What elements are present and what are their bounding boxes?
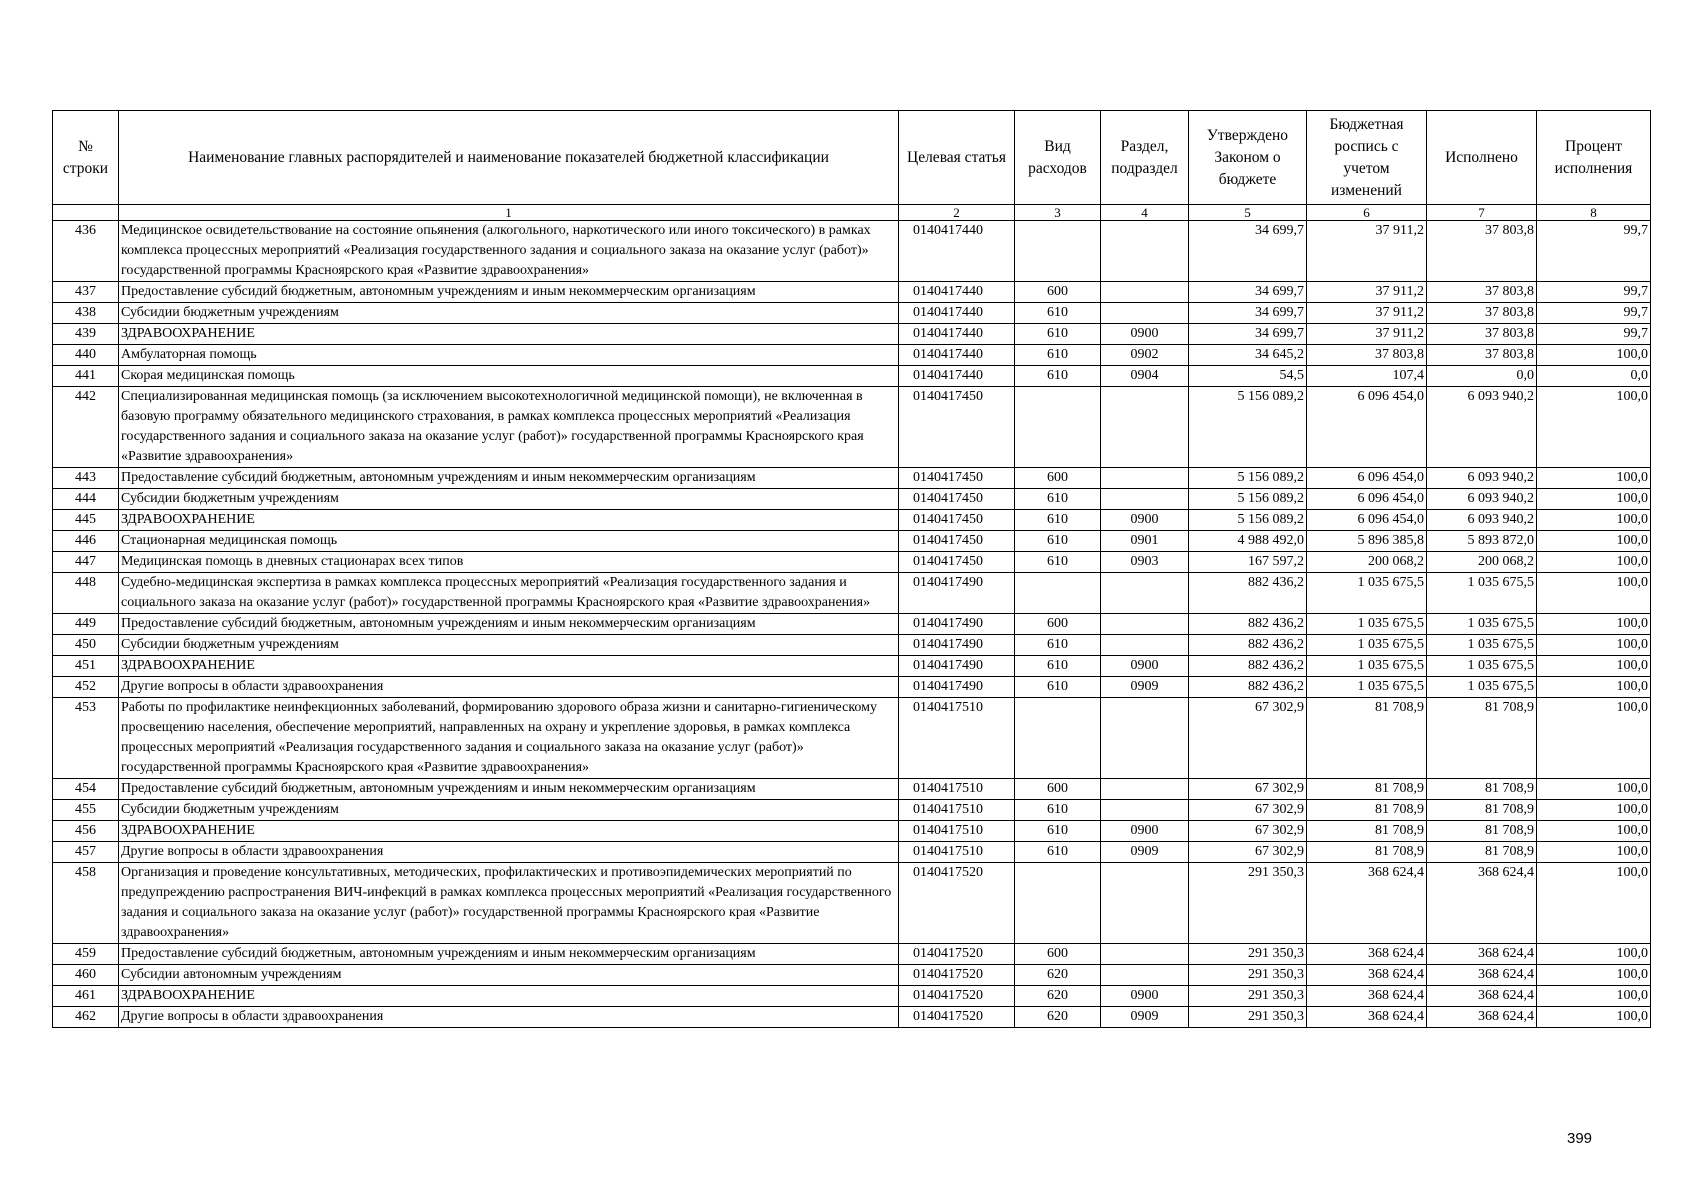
percent-cell: 100,0 [1537,552,1651,573]
row-number-cell: 445 [53,510,119,531]
expense-type-cell: 620 [1015,965,1101,986]
percent-cell: 100,0 [1537,573,1651,614]
percent-cell: 100,0 [1537,863,1651,944]
expense-type-cell [1015,863,1101,944]
executed-amount-cell: 368 624,4 [1427,863,1537,944]
approved-amount-cell: 882 436,2 [1189,614,1307,635]
approved-amount-cell: 291 350,3 [1189,944,1307,965]
percent-cell: 100,0 [1537,635,1651,656]
table-row [53,552,1651,573]
approved-amount-cell: 882 436,2 [1189,656,1307,677]
table-row [53,944,1651,965]
budget-execution-table [52,110,1651,1028]
executed-amount-cell: 37 803,8 [1427,324,1537,345]
column-number: 6 [1307,205,1427,221]
table-row [53,779,1651,800]
target-article-cell: 0140417490 [899,656,1015,677]
executed-amount-cell: 81 708,9 [1427,779,1537,800]
expense-type-cell: 610 [1015,489,1101,510]
budget-schedule-cell: 6 096 454,0 [1307,510,1427,531]
expense-type-cell: 610 [1015,531,1101,552]
table-row [53,863,1651,944]
section-cell: 0903 [1101,552,1189,573]
approved-amount-cell: 67 302,9 [1189,842,1307,863]
target-article-cell: 0140417440 [899,221,1015,282]
row-number-cell: 454 [53,779,119,800]
row-number-cell: 461 [53,986,119,1007]
section-cell: 0909 [1101,1007,1189,1028]
header-expense-type: Вид расходов [1015,111,1101,205]
budget-schedule-cell: 368 624,4 [1307,965,1427,986]
percent-cell: 100,0 [1537,698,1651,779]
approved-amount-cell: 34 645,2 [1189,345,1307,366]
budget-schedule-cell: 368 624,4 [1307,1007,1427,1028]
table-row [53,842,1651,863]
budget-schedule-cell: 37 911,2 [1307,282,1427,303]
approved-amount-cell: 34 699,7 [1189,303,1307,324]
budget-schedule-cell: 6 096 454,0 [1307,387,1427,468]
target-article-cell: 0140417440 [899,345,1015,366]
target-article-cell: 0140417450 [899,552,1015,573]
table-row [53,573,1651,614]
row-name-cell: Судебно-медицинская экспертиза в рамках комплекса процессных мероприятий «Реализация государственного задания и социального заказа на оказание услуг (работ)» государственной программы Красноярского края «Развитие здравоохранения» [119,573,899,614]
percent-cell: 100,0 [1537,944,1651,965]
executed-amount-cell: 200 068,2 [1427,552,1537,573]
row-number-cell: 460 [53,965,119,986]
executed-amount-cell: 0,0 [1427,366,1537,387]
section-cell [1101,944,1189,965]
row-name-cell: Предоставление субсидий бюджетным, автономным учреждениям и иным некоммерческим организациям [119,779,899,800]
section-cell: 0900 [1101,510,1189,531]
row-number-cell: 447 [53,552,119,573]
row-name-cell: Предоставление субсидий бюджетным, автономным учреждениям и иным некоммерческим организациям [119,468,899,489]
section-cell [1101,698,1189,779]
approved-amount-cell: 167 597,2 [1189,552,1307,573]
row-name-cell: Другие вопросы в области здравоохранения [119,1007,899,1028]
table-row [53,531,1651,552]
column-number: 5 [1189,205,1307,221]
expense-type-cell: 610 [1015,510,1101,531]
approved-amount-cell: 882 436,2 [1189,677,1307,698]
header-budget-schedule: Бюджетная роспись с учетом изменений [1307,111,1427,205]
executed-amount-cell: 368 624,4 [1427,944,1537,965]
expense-type-cell: 610 [1015,303,1101,324]
budget-schedule-cell: 368 624,4 [1307,944,1427,965]
percent-cell: 99,7 [1537,324,1651,345]
column-number-row [53,205,1651,221]
executed-amount-cell: 368 624,4 [1427,1007,1537,1028]
executed-amount-cell: 5 893 872,0 [1427,531,1537,552]
column-number: 8 [1537,205,1651,221]
executed-amount-cell: 1 035 675,5 [1427,573,1537,614]
section-cell: 0904 [1101,366,1189,387]
budget-schedule-cell: 37 803,8 [1307,345,1427,366]
expense-type-cell: 610 [1015,324,1101,345]
percent-cell: 99,7 [1537,221,1651,282]
table-row [53,221,1651,282]
percent-cell: 100,0 [1537,387,1651,468]
row-number-cell: 455 [53,800,119,821]
table-row [53,656,1651,677]
budget-schedule-cell: 37 911,2 [1307,303,1427,324]
budget-schedule-cell: 81 708,9 [1307,842,1427,863]
expense-type-cell: 610 [1015,366,1101,387]
row-name-cell: Субсидии бюджетным учреждениям [119,800,899,821]
approved-amount-cell: 67 302,9 [1189,821,1307,842]
table-row [53,677,1651,698]
row-name-cell: Специализированная медицинская помощь (за исключением высокотехнологичной медицинской помощи), не включенная в базовую программу обязательного медицинского страхования, в рамках комплекса процессных мероприятий «Реализация государственного задания и социального заказа на оказание услуг (работ)» государственной программы Красноярского края «Развитие здравоохранения» [119,387,899,468]
expense-type-cell: 620 [1015,986,1101,1007]
target-article-cell: 0140417510 [899,842,1015,863]
section-cell [1101,635,1189,656]
section-cell: 0902 [1101,345,1189,366]
section-cell: 0909 [1101,677,1189,698]
approved-amount-cell: 5 156 089,2 [1189,387,1307,468]
percent-cell: 100,0 [1537,468,1651,489]
percent-cell: 99,7 [1537,303,1651,324]
table-row [53,821,1651,842]
expense-type-cell: 600 [1015,779,1101,800]
budget-schedule-cell: 1 035 675,5 [1307,614,1427,635]
section-cell: 0900 [1101,986,1189,1007]
expense-type-cell: 610 [1015,552,1101,573]
row-number-cell: 437 [53,282,119,303]
row-name-cell: Предоставление субсидий бюджетным, автономным учреждениям и иным некоммерческим организациям [119,614,899,635]
header-target-article: Целевая статья [899,111,1015,205]
budget-schedule-cell: 368 624,4 [1307,986,1427,1007]
row-number-cell: 453 [53,698,119,779]
table-row [53,324,1651,345]
executed-amount-cell: 37 803,8 [1427,221,1537,282]
row-number-cell: 457 [53,842,119,863]
expense-type-cell [1015,221,1101,282]
header-row-number: № строки [53,111,119,205]
budget-schedule-cell: 1 035 675,5 [1307,656,1427,677]
percent-cell: 100,0 [1537,779,1651,800]
section-cell [1101,303,1189,324]
approved-amount-cell: 67 302,9 [1189,698,1307,779]
approved-amount-cell: 34 699,7 [1189,221,1307,282]
row-number-cell: 444 [53,489,119,510]
budget-schedule-cell: 81 708,9 [1307,800,1427,821]
approved-amount-cell: 5 156 089,2 [1189,468,1307,489]
table-row [53,366,1651,387]
table-row [53,965,1651,986]
executed-amount-cell: 1 035 675,5 [1427,614,1537,635]
row-name-cell: ЗДРАВООХРАНЕНИЕ [119,986,899,1007]
executed-amount-cell: 6 093 940,2 [1427,489,1537,510]
executed-amount-cell: 37 803,8 [1427,345,1537,366]
expense-type-cell [1015,573,1101,614]
target-article-cell: 0140417520 [899,965,1015,986]
row-name-cell: Предоставление субсидий бюджетным, автономным учреждениям и иным некоммерческим организациям [119,944,899,965]
percent-cell: 100,0 [1537,510,1651,531]
target-article-cell: 0140417450 [899,489,1015,510]
section-cell: 0900 [1101,324,1189,345]
row-number-cell: 452 [53,677,119,698]
table-row [53,510,1651,531]
section-cell [1101,489,1189,510]
table-row [53,303,1651,324]
expense-type-cell: 610 [1015,821,1101,842]
table-row [53,614,1651,635]
target-article-cell: 0140417440 [899,324,1015,345]
target-article-cell: 0140417440 [899,303,1015,324]
row-name-cell: Субсидии автономным учреждениям [119,965,899,986]
target-article-cell: 0140417510 [899,779,1015,800]
target-article-cell: 0140417520 [899,986,1015,1007]
row-number-cell: 442 [53,387,119,468]
expense-type-cell: 610 [1015,635,1101,656]
row-name-cell: Стационарная медицинская помощь [119,531,899,552]
target-article-cell: 0140417510 [899,821,1015,842]
row-number-cell: 456 [53,821,119,842]
column-number: 2 [899,205,1015,221]
table-row [53,387,1651,468]
row-number-cell: 449 [53,614,119,635]
approved-amount-cell: 67 302,9 [1189,779,1307,800]
target-article-cell: 0140417520 [899,944,1015,965]
approved-amount-cell: 54,5 [1189,366,1307,387]
budget-schedule-cell: 37 911,2 [1307,221,1427,282]
expense-type-cell: 610 [1015,842,1101,863]
percent-cell: 100,0 [1537,986,1651,1007]
executed-amount-cell: 368 624,4 [1427,965,1537,986]
expense-type-cell [1015,698,1101,779]
column-number: 1 [119,205,899,221]
row-number-cell: 448 [53,573,119,614]
executed-amount-cell: 37 803,8 [1427,282,1537,303]
approved-amount-cell: 291 350,3 [1189,863,1307,944]
table-header [53,111,1651,221]
row-name-cell: Работы по профилактике неинфекционных заболеваний, формированию здорового образа жизни и санитарно-гигиеническому просвещению населения, обеспечение мероприятий, направленных на охрану и укрепление здоровья, в рамках комплекса процессных мероприятий «Реализация государственного задания и социального заказа на оказание услуг (работ)» государственной программы Красноярского края «Развитие здравоохранения» [119,698,899,779]
percent-cell: 100,0 [1537,1007,1651,1028]
percent-cell: 100,0 [1537,842,1651,863]
column-number: 3 [1015,205,1101,221]
percent-cell: 100,0 [1537,614,1651,635]
section-cell [1101,282,1189,303]
target-article-cell: 0140417450 [899,510,1015,531]
budget-schedule-cell: 1 035 675,5 [1307,677,1427,698]
approved-amount-cell: 882 436,2 [1189,573,1307,614]
table-row [53,800,1651,821]
row-number-cell: 439 [53,324,119,345]
row-name-cell: Организация и проведение консультативных, методических, профилактических и противоэпидемических мероприятий по предупреждению распространения ВИЧ-инфекций в рамках комплекса процессных мероприятий «Реализация государственного задания и социального заказа на оказание услуг (работ)» государственной программы Красноярского края «Развитие здравоохранения» [119,863,899,944]
section-cell [1101,573,1189,614]
budget-schedule-cell: 368 624,4 [1307,863,1427,944]
executed-amount-cell: 81 708,9 [1427,821,1537,842]
expense-type-cell: 620 [1015,1007,1101,1028]
budget-schedule-cell: 5 896 385,8 [1307,531,1427,552]
target-article-cell: 0140417440 [899,366,1015,387]
row-name-cell: Амбулаторная помощь [119,345,899,366]
row-name-cell: Скорая медицинская помощь [119,366,899,387]
target-article-cell: 0140417450 [899,468,1015,489]
expense-type-cell [1015,387,1101,468]
row-number-cell: 441 [53,366,119,387]
target-article-cell: 0140417450 [899,387,1015,468]
section-cell [1101,965,1189,986]
section-cell [1101,800,1189,821]
section-cell [1101,468,1189,489]
executed-amount-cell: 6 093 940,2 [1427,510,1537,531]
row-name-cell: Другие вопросы в области здравоохранения [119,842,899,863]
section-cell [1101,863,1189,944]
table-row [53,345,1651,366]
percent-cell: 100,0 [1537,531,1651,552]
header-name: Наименование главных распорядителей и наименование показателей бюджетной классификации [119,111,899,205]
approved-amount-cell: 882 436,2 [1189,635,1307,656]
budget-schedule-cell: 6 096 454,0 [1307,468,1427,489]
row-number-cell: 438 [53,303,119,324]
budget-schedule-cell: 37 911,2 [1307,324,1427,345]
target-article-cell: 0140417490 [899,614,1015,635]
table-row [53,489,1651,510]
budget-table-sheet [52,110,1650,1028]
budget-schedule-cell: 1 035 675,5 [1307,573,1427,614]
executed-amount-cell: 81 708,9 [1427,698,1537,779]
section-cell: 0900 [1101,821,1189,842]
executed-amount-cell: 1 035 675,5 [1427,677,1537,698]
header-percent: Процент исполнения [1537,111,1651,205]
executed-amount-cell: 81 708,9 [1427,842,1537,863]
row-name-cell: Субсидии бюджетным учреждениям [119,303,899,324]
percent-cell: 0,0 [1537,366,1651,387]
row-name-cell: Другие вопросы в области здравоохранения [119,677,899,698]
row-name-cell: ЗДРАВООХРАНЕНИЕ [119,821,899,842]
target-article-cell: 0140417510 [899,800,1015,821]
row-name-cell: Субсидии бюджетным учреждениям [119,635,899,656]
approved-amount-cell: 5 156 089,2 [1189,489,1307,510]
row-number-cell: 450 [53,635,119,656]
section-cell: 0900 [1101,656,1189,677]
approved-amount-cell: 34 699,7 [1189,282,1307,303]
row-number-cell: 443 [53,468,119,489]
target-article-cell: 0140417440 [899,282,1015,303]
approved-amount-cell: 67 302,9 [1189,800,1307,821]
table-row [53,282,1651,303]
row-name-cell: Предоставление субсидий бюджетным, автономным учреждениям и иным некоммерческим организациям [119,282,899,303]
row-name-cell: ЗДРАВООХРАНЕНИЕ [119,510,899,531]
budget-schedule-cell: 81 708,9 [1307,821,1427,842]
expense-type-cell: 610 [1015,800,1101,821]
section-cell: 0909 [1101,842,1189,863]
target-article-cell: 0140417490 [899,677,1015,698]
header-approved: Утверждено Законом о бюджете [1189,111,1307,205]
approved-amount-cell: 4 988 492,0 [1189,531,1307,552]
row-name-cell: Медицинская помощь в дневных стационарах всех типов [119,552,899,573]
column-number: 7 [1427,205,1537,221]
target-article-cell: 0140417490 [899,573,1015,614]
executed-amount-cell: 37 803,8 [1427,303,1537,324]
expense-type-cell: 600 [1015,282,1101,303]
budget-schedule-cell: 200 068,2 [1307,552,1427,573]
budget-schedule-cell: 1 035 675,5 [1307,635,1427,656]
percent-cell: 100,0 [1537,345,1651,366]
executed-amount-cell: 6 093 940,2 [1427,468,1537,489]
table-row [53,698,1651,779]
budget-schedule-cell: 107,4 [1307,366,1427,387]
row-number-cell: 458 [53,863,119,944]
budget-schedule-cell: 6 096 454,0 [1307,489,1427,510]
expense-type-cell: 610 [1015,656,1101,677]
target-article-cell: 0140417490 [899,635,1015,656]
row-number-cell: 451 [53,656,119,677]
section-cell [1101,614,1189,635]
section-cell [1101,387,1189,468]
row-number-cell: 440 [53,345,119,366]
section-cell [1101,221,1189,282]
percent-cell: 100,0 [1537,656,1651,677]
approved-amount-cell: 291 350,3 [1189,1007,1307,1028]
percent-cell: 100,0 [1537,821,1651,842]
row-number-cell: 436 [53,221,119,282]
expense-type-cell: 610 [1015,677,1101,698]
table-row [53,986,1651,1007]
row-name-cell: Субсидии бюджетным учреждениям [119,489,899,510]
expense-type-cell: 600 [1015,468,1101,489]
percent-cell: 100,0 [1537,677,1651,698]
executed-amount-cell: 1 035 675,5 [1427,635,1537,656]
row-name-cell: ЗДРАВООХРАНЕНИЕ [119,656,899,677]
budget-schedule-cell: 81 708,9 [1307,779,1427,800]
row-number-cell: 462 [53,1007,119,1028]
percent-cell: 100,0 [1537,965,1651,986]
executed-amount-cell: 6 093 940,2 [1427,387,1537,468]
page-number: 399 [1567,1130,1593,1147]
executed-amount-cell: 81 708,9 [1427,800,1537,821]
section-cell [1101,779,1189,800]
header-section: Раздел, подраздел [1101,111,1189,205]
table-row [53,468,1651,489]
row-number-cell: 446 [53,531,119,552]
executed-amount-cell: 1 035 675,5 [1427,656,1537,677]
percent-cell: 99,7 [1537,282,1651,303]
percent-cell: 100,0 [1537,800,1651,821]
row-number-cell: 459 [53,944,119,965]
section-cell: 0901 [1101,531,1189,552]
approved-amount-cell: 291 350,3 [1189,965,1307,986]
target-article-cell: 0140417450 [899,531,1015,552]
target-article-cell: 0140417510 [899,698,1015,779]
column-number-blank [53,205,119,221]
row-name-cell: ЗДРАВООХРАНЕНИЕ [119,324,899,345]
table-row [53,635,1651,656]
approved-amount-cell: 5 156 089,2 [1189,510,1307,531]
percent-cell: 100,0 [1537,489,1651,510]
row-name-cell: Медицинское освидетельствование на состояние опьянения (алкогольного, наркотического или иного токсического) в рамках комплекса процессных мероприятий «Реализация государственного задания и социального заказа на оказание услуг (работ)» государственной программы Красноярского края «Развитие здравоохранения» [119,221,899,282]
column-number: 4 [1101,205,1189,221]
expense-type-cell: 600 [1015,944,1101,965]
expense-type-cell: 600 [1015,614,1101,635]
expense-type-cell: 610 [1015,345,1101,366]
target-article-cell: 0140417520 [899,1007,1015,1028]
executed-amount-cell: 368 624,4 [1427,986,1537,1007]
table-row [53,1007,1651,1028]
header-executed: Исполнено [1427,111,1537,205]
approved-amount-cell: 34 699,7 [1189,324,1307,345]
table-body [53,221,1651,1028]
budget-schedule-cell: 81 708,9 [1307,698,1427,779]
approved-amount-cell: 291 350,3 [1189,986,1307,1007]
target-article-cell: 0140417520 [899,863,1015,944]
